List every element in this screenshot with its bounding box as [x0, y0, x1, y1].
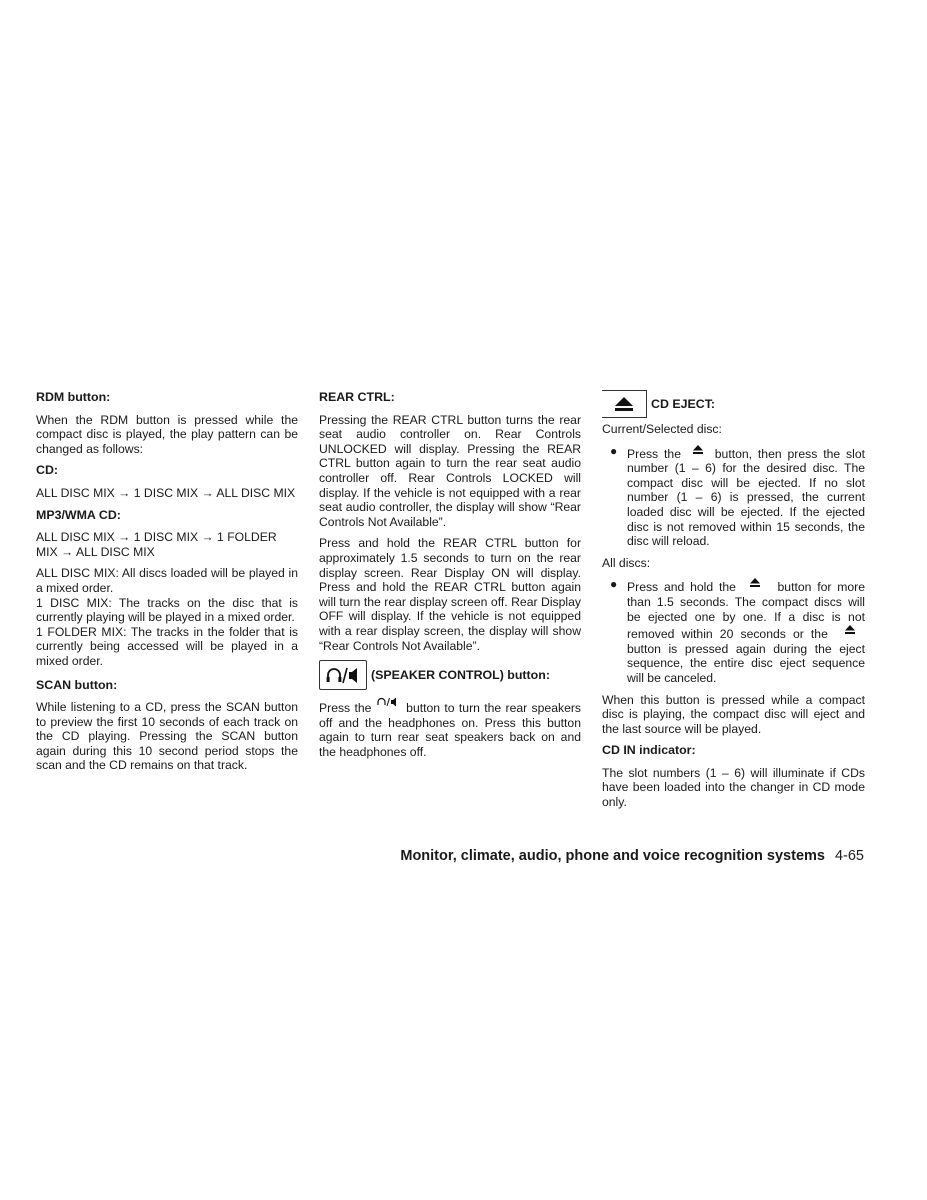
- rear-ctrl-heading: REAR CTRL:: [319, 390, 395, 404]
- rdm-heading: RDM button:: [36, 390, 111, 404]
- bullet2-text-a: Press and hold the: [627, 580, 736, 595]
- bullet2-text-b: button for more than 1.5 seconds. The compact discs will be ejected one by one. If a disc is not removed within 20 seconds or the: [627, 580, 865, 642]
- all-disc-mix-text: ALL DISC MIX: All discs loaded will be played in a mixed order.: [36, 566, 298, 595]
- speaker-control-text: [319, 696, 581, 759]
- mp3-pattern-text: ALL DISC MIX → 1 DISC MIX → 1 FOLDER MIX → ALL DISC MIX: [36, 530, 277, 559]
- eject-small-icon: [742, 577, 772, 595]
- one-disc-mix-text: 1 DISC MIX: The tracks on the disc that is currently playing will be played in a mixed order.: [36, 595, 298, 625]
- bullet2-text-c: button is pressed again during the eject sequence, the entire disc eject sequence will be canceled.: [627, 641, 865, 685]
- rdm-text: When the RDM button is pressed while the compact disc is played, the play pattern can be changed as follows:: [36, 412, 298, 456]
- eject-heading-row: [602, 390, 865, 418]
- cd-heading: CD:: [36, 463, 59, 478]
- bullet-dot: ●: [610, 443, 618, 458]
- speaker-text-a: Press the: [319, 701, 372, 716]
- cd-pattern-text: ALL DISC MIX → 1 DISC MIX → ALL DISC MIX: [36, 485, 296, 500]
- rear-ctrl-text-2: Press and hold the REAR CTRL button for approximately 1.5 seconds to turn on the rear display screen. Rear Display ON will display. Press and hold the REAR CTRL button again will turn the rear display screen off. Rear Display OFF will display. If the vehicle is not equipped with a rear display screen, the display will show “Rear Controls Not Available”.: [319, 536, 581, 653]
- eject-small-icon: [687, 444, 709, 462]
- section-title: Monitor, climate, audio, phone and voice recognition systems: [400, 848, 825, 864]
- eject-small-icon: [835, 624, 865, 642]
- bullet-all-discs: [602, 577, 865, 685]
- headphone-speaker-icon: [319, 660, 367, 690]
- eject-icon: [602, 390, 647, 418]
- headphone-speaker-small-icon: [376, 696, 402, 716]
- right-column: [602, 390, 865, 817]
- page-footer: [400, 848, 864, 864]
- current-selected-label: Current/Selected disc:: [602, 422, 722, 436]
- bullet1-text-a: Press the: [627, 446, 681, 461]
- cd-in-heading: CD IN indicator:: [602, 743, 696, 758]
- scan-heading: SCAN button:: [36, 677, 118, 692]
- middle-column: [319, 390, 581, 766]
- one-folder-mix-text: 1 FOLDER MIX: The tracks in the folder that is currently being accessed will be played in a mixed order.: [36, 624, 298, 668]
- left-column: [36, 390, 298, 780]
- cd-in-text: The slot numbers (1 – 6) will illuminate if CDs have been loaded into the changer in CD mode only.: [602, 765, 865, 810]
- scan-text: While listening to a CD, press the SCAN button to preview the first 10 seconds of each track on the CD playing. Pressing the SCAN button again during this 10 second period stops the scan and the CD remains on that track.: [36, 700, 298, 773]
- cd-eject-heading: CD EJECT:: [651, 396, 716, 411]
- speaker-text-b: button to turn the rear speakers off and the headphones on. Press this button again to turn rear seat speakers back on and the headphones off.: [319, 701, 582, 759]
- bullet-dot: ●: [610, 577, 618, 592]
- speaker-control-heading: (SPEAKER CONTROL) button:: [371, 667, 550, 682]
- speaker-control-heading-row: [319, 660, 581, 690]
- page-number: 4-65: [834, 848, 864, 864]
- bullet-current-disc: [602, 444, 865, 549]
- bullet1-text-b: button, then press the slot number (1 – 6) for the desired disc. The compact disc will be ejected. If no slot number (1 – 6) is pressed, the current loaded disc will be ejected. If the ejected disc is not removed within 15 seconds, the disc will reload.: [627, 446, 866, 549]
- rear-ctrl-text-1: Pressing the REAR CTRL button turns the rear seat audio controller on. Rear Controls UNLOCKED will display. Pressing the REAR CTRL button again to turn the rear seat audio controller off. Rear Controls LOCKED will display. If the vehicle is not equipped with a rear seat audio controller, the display will show “Rear Controls Not Available”.: [319, 412, 581, 529]
- all-discs-label: All discs:: [602, 555, 651, 570]
- mp3-heading: MP3/WMA CD:: [36, 507, 121, 522]
- when-pressed-text: When this button is pressed while a compact disc is playing, the compact disc will eject and the last source will be played.: [602, 692, 865, 736]
